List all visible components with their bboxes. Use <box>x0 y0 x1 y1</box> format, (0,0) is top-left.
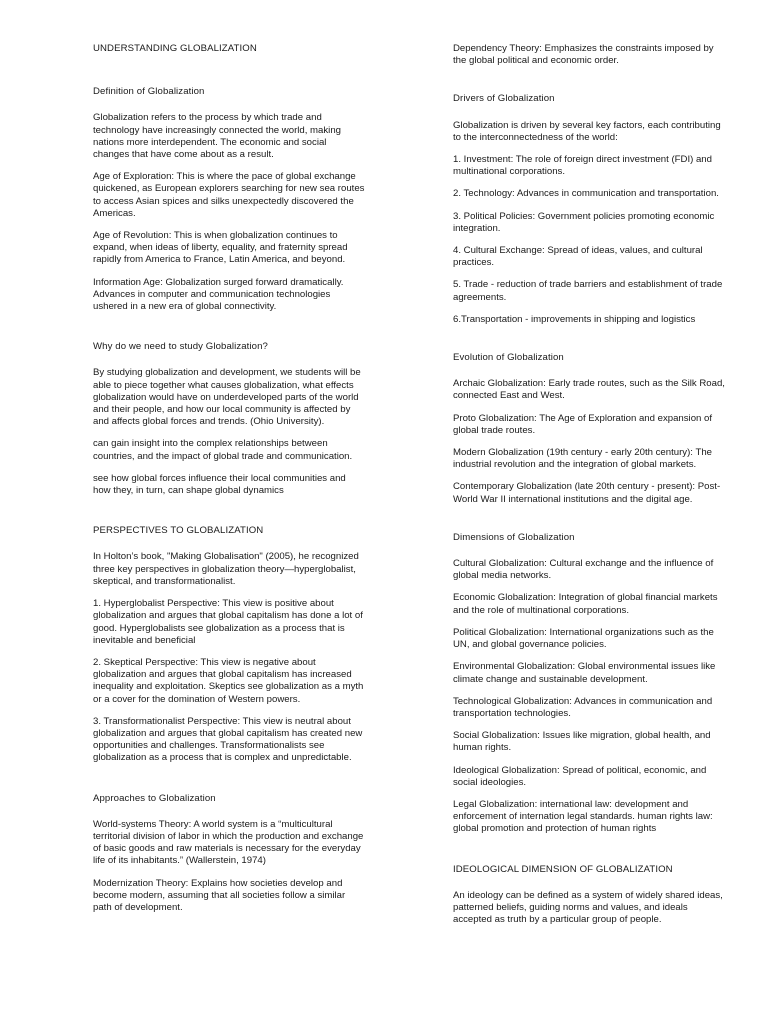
definition-paragraph: Globalization refers to the process by which trade and technology have increasingly connected the world, making nations more interdependent. The economic and social changes that have come about as a result. <box>93 112 341 161</box>
dimension-item: Environmental Globalization: Global environmental issues like climate change and sustainable development. <box>453 661 716 685</box>
dimension-item: Political Globalization: International organizations such as the UN, and global governance policies. <box>453 626 714 651</box>
age-of-exploration-paragraph: Age of Exploration: This is where the pace of global exchange quickened, as European explorers searching for new sea routes to access Asian spices and silks unexpectedly discovered the Americas. <box>93 171 365 219</box>
dimension-item: Economic Globalization: Integration of global financial markets and the role of multinational corporations. <box>453 592 718 616</box>
driver-item: 5. Trade - reduction of trade barriers and establishment of trade agreements. <box>453 279 723 303</box>
hyperglobalist-paragraph: 1. Hyperglobalist Perspective: This view is positive about globalization and argues that global capitalism has done a lot of good. Hyperglobalists see globalization as a process that is inevitable and beneficial <box>93 598 363 646</box>
skeptical-paragraph: 2. Skeptical Perspective: This view is negative about globalization and argues that global capitalism has increased inequality and exploitation. Skeptics see globalization as a myth or a cover for the domination of Western powers. <box>93 656 364 705</box>
driver-item: 1. Investment: The role of foreign direct investment (FDI) and multinational corporations. <box>453 154 712 178</box>
evolution-item: Modern Globalization (19th century - early 20th century): The industrial revolution and the integration of global markets. <box>453 447 712 471</box>
modernization-paragraph: Modernization Theory: Explains how societies develop and become modern, assuming that all societies follow a similar path of development. <box>93 877 346 913</box>
why-study-heading: Why do we need to study Globalization? <box>93 341 268 353</box>
why-study-paragraph: see how global forces influence their local communities and how they, in turn, can shape global dynamics <box>93 472 346 497</box>
evolution-heading: Evolution of Globalization <box>453 352 564 364</box>
driver-item: 3. Political Policies: Government policies promoting economic integration. <box>453 210 715 234</box>
driver-item: 6.Transportation - improvements in shipping and logistics <box>453 313 696 325</box>
dependency-theory-paragraph: Dependency Theory: Emphasizes the constraints imposed by the global political and economic order. <box>453 43 714 67</box>
dimension-item: Technological Globalization: Advances in communication and transportation technologies. <box>453 695 713 719</box>
why-study-paragraph: By studying globalization and development, we students will be able to piece together what causes globalization, what effects globalization would have on underdeveloped parts of the world and their people, and how our local community is affected by and affects global forces and trends. (Ohio University). <box>93 367 361 428</box>
evolution-item: Contemporary Globalization (late 20th century - present): Post-World War II international institutions and the digital age. <box>453 481 721 505</box>
drivers-heading: Drivers of Globalization <box>453 93 555 105</box>
approaches-heading: Approaches to Globalization <box>93 792 216 804</box>
dimensions-heading: Dimensions of Globalization <box>453 531 575 543</box>
ideology-definition-paragraph: An ideology can be defined as a system of widely shared ideas, patterned beliefs, guiding norms and values, and ideals accepted as truth by a particular group of people. <box>453 889 723 926</box>
dimension-item: Legal Globalization: international law: development and enforcement of internation legal standards. human rights law: global promotion and protection of human rights <box>453 798 713 835</box>
dimension-item: Ideological Globalization: Spread of political, economic, and social ideologies. <box>453 764 707 788</box>
perspectives-heading: PERSPECTIVES TO GLOBALIZATION <box>93 525 264 537</box>
dimension-item: Cultural Globalization: Cultural exchange and the influence of global media networks. <box>453 558 714 582</box>
transformationalist-paragraph: 3. Transformationalist Perspective: This view is neutral about globalization and argues that global capitalism has created new opportunities and challenges. Transformationalists see globalization as a process that is complex and unpredictable. <box>93 715 363 764</box>
document-title: UNDERSTANDING GLOBALIZATION <box>93 43 257 54</box>
definition-heading: Definition of Globalization <box>93 86 205 98</box>
age-of-revolution-paragraph: Age of Revolution: This is when globalization continues to expand, when ideas of liberty, equality, and fraternity spread rapidly from America to France, Latin America, and beyond. <box>93 230 348 266</box>
world-systems-paragraph: World-systems Theory: A world system is a “multicultural territorial division of labor in which the production and exchange of basic goods and raw materials is necessary for the everyday life of its inhabitants.” (Wallerstein, 1974) <box>93 818 364 867</box>
left-column <box>93 43 365 914</box>
right-column <box>453 43 725 926</box>
ideological-heading: IDEOLOGICAL DIMENSION OF GLOBALIZATION <box>453 863 673 875</box>
evolution-item: Proto Globalization: The Age of Exploration and expansion of global trade routes. <box>453 412 713 436</box>
information-age-paragraph: Information Age: Globalization surged forward dramatically. Advances in computer and communication technologies ushered in a new era of global connectivity. <box>93 276 344 313</box>
why-study-paragraph: can gain insight into the complex relationships between countries, and the impact of global trade and communication. <box>93 438 353 462</box>
driver-item: 4. Cultural Exchange: Spread of ideas, values, and cultural practices. <box>453 245 703 269</box>
holton-paragraph: In Holton’s book, "Making Globalisation" (2005), he recognized three key perspectives in globalization theory—hyperglobalist, skeptical, and transformationalist. <box>93 551 359 587</box>
driver-item: 2. Technology: Advances in communication and transportation. <box>453 188 719 200</box>
evolution-item: Archaic Globalization: Early trade routes, such as the Silk Road, connected East and West. <box>453 378 725 402</box>
dimension-item: Social Globalization: Issues like migration, global health, and human rights. <box>453 730 711 754</box>
drivers-intro-paragraph: Globalization is driven by several key factors, each contributing to the interconnectedness of the world: <box>453 119 721 143</box>
